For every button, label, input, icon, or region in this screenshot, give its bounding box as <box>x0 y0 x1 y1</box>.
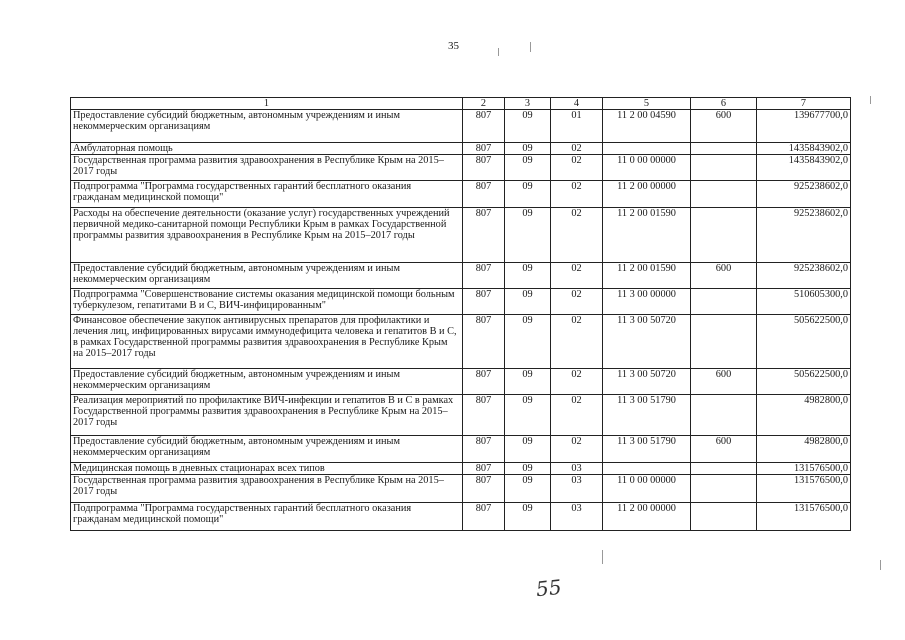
row-amount: 505622500,0 <box>757 369 851 395</box>
header-col-1: 1 <box>71 98 463 110</box>
row-subsection-code: 01 <box>551 110 603 143</box>
row-ministry-code: 807 <box>463 395 505 436</box>
row-amount: 4982800,0 <box>757 436 851 463</box>
row-amount: 925238602,0 <box>757 208 851 263</box>
row-name: Реализация мероприятий по профилактике ВИЧ-инфекции и гепатитов В и С в рамках Государственной программы развития здравоохранения в Республике Крым на 2015–2017 годы <box>71 395 463 436</box>
row-ministry-code: 807 <box>463 181 505 208</box>
row-ministry-code: 807 <box>463 155 505 181</box>
row-section-code: 09 <box>505 463 551 475</box>
row-subsection-code: 02 <box>551 395 603 436</box>
row-target-code: 11 3 00 51790 <box>603 395 691 436</box>
row-name: Амбулаторная помощь <box>71 143 463 155</box>
row-name: Предоставление субсидий бюджетным, автономным учреждениям и иным некоммерческим организациям <box>71 110 463 143</box>
row-amount: 139677700,0 <box>757 110 851 143</box>
row-amount: 131576500,0 <box>757 503 851 531</box>
table-row <box>71 155 851 181</box>
row-expense-type <box>691 475 757 503</box>
table-row <box>71 395 851 436</box>
row-expense-type: 600 <box>691 110 757 143</box>
row-target-code: 11 0 00 00000 <box>603 475 691 503</box>
row-name: Подпрограмма "Программа государственных гарантий бесплатного оказания гражданам медицинской помощи" <box>71 181 463 208</box>
row-target-code: 11 3 00 50720 <box>603 315 691 369</box>
row-target-code: 11 3 00 00000 <box>603 289 691 315</box>
row-name: Финансовое обеспечение закупок антивирусных препаратов для профилактики и лечения лиц, инфицированных вирусами иммунодефицита человека и гепатитов В и С, в рамках Государственной программы развития здравоохранения в Республике Крым на 2015–2017 годы <box>71 315 463 369</box>
row-ministry-code: 807 <box>463 289 505 315</box>
row-section-code: 09 <box>505 263 551 289</box>
row-name: Предоставление субсидий бюджетным, автономным учреждениям и иным некоммерческим организациям <box>71 263 463 289</box>
row-section-code: 09 <box>505 289 551 315</box>
row-subsection-code: 02 <box>551 263 603 289</box>
header-col-7: 7 <box>757 98 851 110</box>
row-section-code: 09 <box>505 181 551 208</box>
row-target-code: 11 2 00 01590 <box>603 263 691 289</box>
row-target-code: 11 2 00 00000 <box>603 503 691 531</box>
table-row <box>71 463 851 475</box>
row-amount: 131576500,0 <box>757 463 851 475</box>
row-section-code: 09 <box>505 395 551 436</box>
row-amount: 925238602,0 <box>757 263 851 289</box>
row-ministry-code: 807 <box>463 436 505 463</box>
scan-speck <box>880 560 881 570</box>
row-subsection-code: 02 <box>551 208 603 263</box>
row-expense-type: 600 <box>691 263 757 289</box>
row-name: Медицинская помощь в дневных стационарах всех типов <box>71 463 463 475</box>
row-target-code: 11 0 00 00000 <box>603 155 691 181</box>
row-expense-type <box>691 463 757 475</box>
table-row <box>71 208 851 263</box>
table-row <box>71 289 851 315</box>
row-ministry-code: 807 <box>463 475 505 503</box>
scan-speck <box>870 96 871 104</box>
table-row <box>71 110 851 143</box>
row-ministry-code: 807 <box>463 208 505 263</box>
table-row <box>71 436 851 463</box>
row-expense-type <box>691 155 757 181</box>
row-ministry-code: 807 <box>463 503 505 531</box>
row-name: Предоставление субсидий бюджетным, автономным учреждениям и иным некоммерческим организациям <box>71 369 463 395</box>
row-subsection-code: 03 <box>551 475 603 503</box>
row-subsection-code: 03 <box>551 463 603 475</box>
row-amount: 131576500,0 <box>757 475 851 503</box>
row-expense-type: 600 <box>691 436 757 463</box>
row-subsection-code: 02 <box>551 143 603 155</box>
scan-speck <box>498 48 499 56</box>
row-expense-type <box>691 208 757 263</box>
row-section-code: 09 <box>505 369 551 395</box>
row-section-code: 09 <box>505 436 551 463</box>
row-subsection-code: 02 <box>551 369 603 395</box>
row-ministry-code: 807 <box>463 110 505 143</box>
row-name: Подпрограмма "Совершенствование системы оказания медицинской помощи больным туберкулезом, гепатитами В и С, ВИЧ-инфицированным" <box>71 289 463 315</box>
row-expense-type <box>691 503 757 531</box>
row-ministry-code: 807 <box>463 369 505 395</box>
row-name: Подпрограмма "Программа государственных гарантий бесплатного оказания гражданам медицинской помощи" <box>71 503 463 531</box>
row-amount: 4982800,0 <box>757 395 851 436</box>
page-number: 35 <box>448 40 459 52</box>
scan-speck <box>602 550 603 564</box>
row-ministry-code: 807 <box>463 263 505 289</box>
row-amount: 505622500,0 <box>757 315 851 369</box>
row-amount: 510605300,0 <box>757 289 851 315</box>
row-name: Предоставление субсидий бюджетным, автономным учреждениям и иным некоммерческим организациям <box>71 436 463 463</box>
table-row <box>71 369 851 395</box>
table-row <box>71 143 851 155</box>
row-target-code: 11 3 00 50720 <box>603 369 691 395</box>
budget-table <box>70 97 851 531</box>
row-amount: 1435843902,0 <box>757 155 851 181</box>
row-amount: 925238602,0 <box>757 181 851 208</box>
row-section-code: 09 <box>505 110 551 143</box>
row-expense-type <box>691 315 757 369</box>
row-expense-type <box>691 143 757 155</box>
row-amount: 1435843902,0 <box>757 143 851 155</box>
row-expense-type: 600 <box>691 369 757 395</box>
row-name: Государственная программа развития здравоохранения в Республике Крым на 2015–2017 годы <box>71 155 463 181</box>
row-subsection-code: 02 <box>551 315 603 369</box>
handwritten-page-number: 55 <box>534 574 563 602</box>
row-name: Расходы на обеспечение деятельности (оказание услуг) государственных учреждений первичной медико-санитарной помощи Республики Крым в рамках Государственной программы развития здравоохранения в Республике Крым на 2015–2017 годы <box>71 208 463 263</box>
row-target-code <box>603 143 691 155</box>
row-target-code <box>603 463 691 475</box>
row-target-code: 11 3 00 51790 <box>603 436 691 463</box>
row-section-code: 09 <box>505 475 551 503</box>
table-row <box>71 315 851 369</box>
header-col-3: 3 <box>505 98 551 110</box>
header-col-2: 2 <box>463 98 505 110</box>
scan-speck <box>530 42 531 52</box>
table-row <box>71 475 851 503</box>
row-name: Государственная программа развития здравоохранения в Республике Крым на 2015–2017 годы <box>71 475 463 503</box>
row-subsection-code: 02 <box>551 181 603 208</box>
header-col-5: 5 <box>603 98 691 110</box>
row-subsection-code: 02 <box>551 436 603 463</box>
row-subsection-code: 02 <box>551 155 603 181</box>
row-expense-type <box>691 289 757 315</box>
header-col-6: 6 <box>691 98 757 110</box>
table-row <box>71 263 851 289</box>
row-ministry-code: 807 <box>463 143 505 155</box>
table-row <box>71 503 851 531</box>
row-ministry-code: 807 <box>463 463 505 475</box>
row-target-code: 11 2 00 01590 <box>603 208 691 263</box>
row-section-code: 09 <box>505 208 551 263</box>
row-section-code: 09 <box>505 503 551 531</box>
table-row <box>71 181 851 208</box>
row-subsection-code: 03 <box>551 503 603 531</box>
row-ministry-code: 807 <box>463 315 505 369</box>
row-expense-type <box>691 181 757 208</box>
row-expense-type <box>691 395 757 436</box>
row-section-code: 09 <box>505 155 551 181</box>
row-section-code: 09 <box>505 143 551 155</box>
row-subsection-code: 02 <box>551 289 603 315</box>
header-row <box>71 98 851 110</box>
row-target-code: 11 2 00 04590 <box>603 110 691 143</box>
header-col-4: 4 <box>551 98 603 110</box>
row-section-code: 09 <box>505 315 551 369</box>
row-target-code: 11 2 00 00000 <box>603 181 691 208</box>
